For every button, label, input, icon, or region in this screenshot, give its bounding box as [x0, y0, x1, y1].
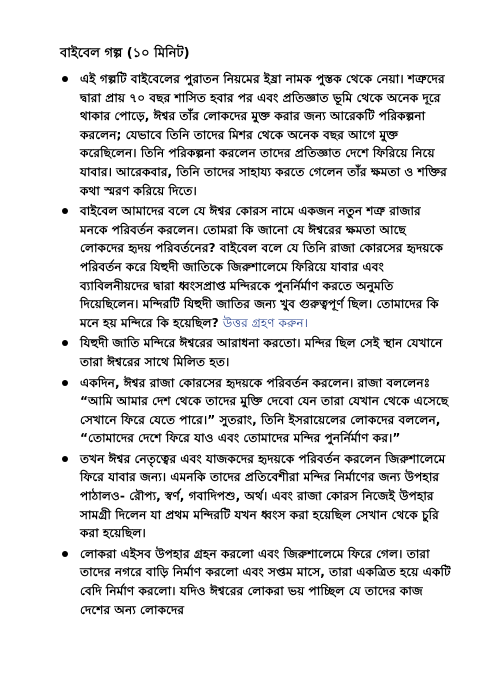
bullet-icon: [62, 76, 68, 82]
story-paragraph: [58, 334, 451, 371]
paragraph-text: তখন ঈশ্বর নেতৃত্বের এবং যাজকদের হৃদয়কে পরিবর্তন করলেন জিরুশালেমে ফিরে যাবার জন্য। এমনকি তাদের প্রতিবেশীরা মন্দির নির্মাণের জন্য উপহার পাঠালও- রৌপ্য, স্বর্ণ, গবাদিপশু, অর্থ। এবং রাজা কোরস নিজেই উপহার সামগ্রী দিলেন যা প্রথম মন্দিরটি যখন ধ্বংস করা হয়েছিল সেখান থেকে চুরি করা হয়েছিল।: [80, 451, 446, 541]
bullet-icon: [62, 340, 68, 346]
paragraph-text: লোকরা এইসব উপহার গ্রহন করলো এবং জিরুশালেমে ফিরে গেল। তারা তাদের নগরে বাড়ি নির্মাণ করলো এবং সপ্তম মাসে, তারা একত্রিত হয়ে একটি বেদি নির্মাণ করলো। যদিও ঈশ্বরের লোকরা ভয় পাচ্ছিল যে তাদের কাজ দেশের অন্য লোকদের: [80, 546, 451, 617]
story-paragraph: [58, 450, 451, 543]
story-paragraph: [58, 70, 451, 200]
bullet-icon: [62, 380, 68, 386]
paragraph-text: এই গল্পটি বাইবেলের পুরাতন নিয়মের ইষ্রা নামক পুস্তক থেকে নেয়া। শত্রুদের দ্বারা প্রায় ৭০ বছর শাসিত হবার পর এবং প্রতিজ্ঞাত ভূমি থেকে অনেক দূরে থাকার পোড়ে, ঈশ্বর তাঁর লোকদের মুক্ত করার জন্য আরেকটি পরিকল্পনা করলেন; যেভাবে তিনি তাদের মিশর থেকে অনেক বছর আগে মুক্ত করেছিলেন। তিনি পরিকল্পনা করলেন তাদের প্রতিজ্ঞাত দেশে ফিরিয়ে নিয়ে যাবার। আরেকবার, তিনি তাদের সাহায্য করতে গেলেন তাঁর ক্ষমতা ও শক্তির কথা স্মরণ করিয়ে দিতে।: [80, 72, 447, 198]
paragraph-text: বাইবেল আমাদের বলে যে ঈশ্বর কোরস নামে একজন নতুন শত্রু রাজার মনকে পরিবর্তন করলেন। তোমরা কি জানো যে ঈশ্বরের ক্ষমতা আছে লোকদের হৃদয় পরিবর্তনের? বাইবেল বলে যে তিনি রাজা কোরসের হৃদয়কে পরিবর্তন করে যিহুদী জাতিকে জিরুশালেমে ফিরিয়ে যাবার এবং ব্যাবিলনীয়দের দ্বারা ধ্বংসপ্রাপ্ত মন্দিরকে পুনর্নির্মাণ করতে অনুমতি দিয়েছিলেন। মন্দিরটি যিহুদী জাতির জন্য খুব গুরুত্বপূর্ণ ছিল। তোমাদের কি মনে হয় মন্দিরে কি হয়েছিল?: [80, 204, 444, 330]
teacher-prompt: উত্তর গ্রহণ করুন।: [222, 315, 308, 330]
paragraph-text: একদিন, ঈশ্বর রাজা কোরসের হৃদয়কে পরিবর্তন করলেন। রাজা বললেনঃ “আমি আমার দেশ থেকে তাদের মুক্তি দেবো যেন তারা যেখান থেকে এসেছে সেখানে ফিরে যেতে পারে।” সুতরাং, তিনি ইসরায়েলের লোকদের বললেন, “তোমাদের দেশে ফিরে যাও এবং তোমাদের মন্দির পুনর্নির্মাণ কর।”: [80, 375, 449, 446]
section-heading: বাইবেল গল্প (১০ মিনিট): [60, 46, 190, 61]
bullet-icon: [62, 551, 68, 557]
bullet-icon: [62, 456, 68, 462]
story-paragraph: [58, 202, 451, 332]
story-bullet-list: [58, 70, 451, 619]
story-paragraph: [58, 374, 451, 448]
story-paragraph: [58, 545, 451, 619]
paragraph-text: যিহুদী জাতি মন্দিরে ঈশ্বরের আরাধনা করতো। মন্দির ছিল সেই স্থান যেখানে তারা ঈশ্বরের সাথে মিলিত হত।: [80, 336, 443, 369]
bullet-icon: [62, 208, 68, 214]
